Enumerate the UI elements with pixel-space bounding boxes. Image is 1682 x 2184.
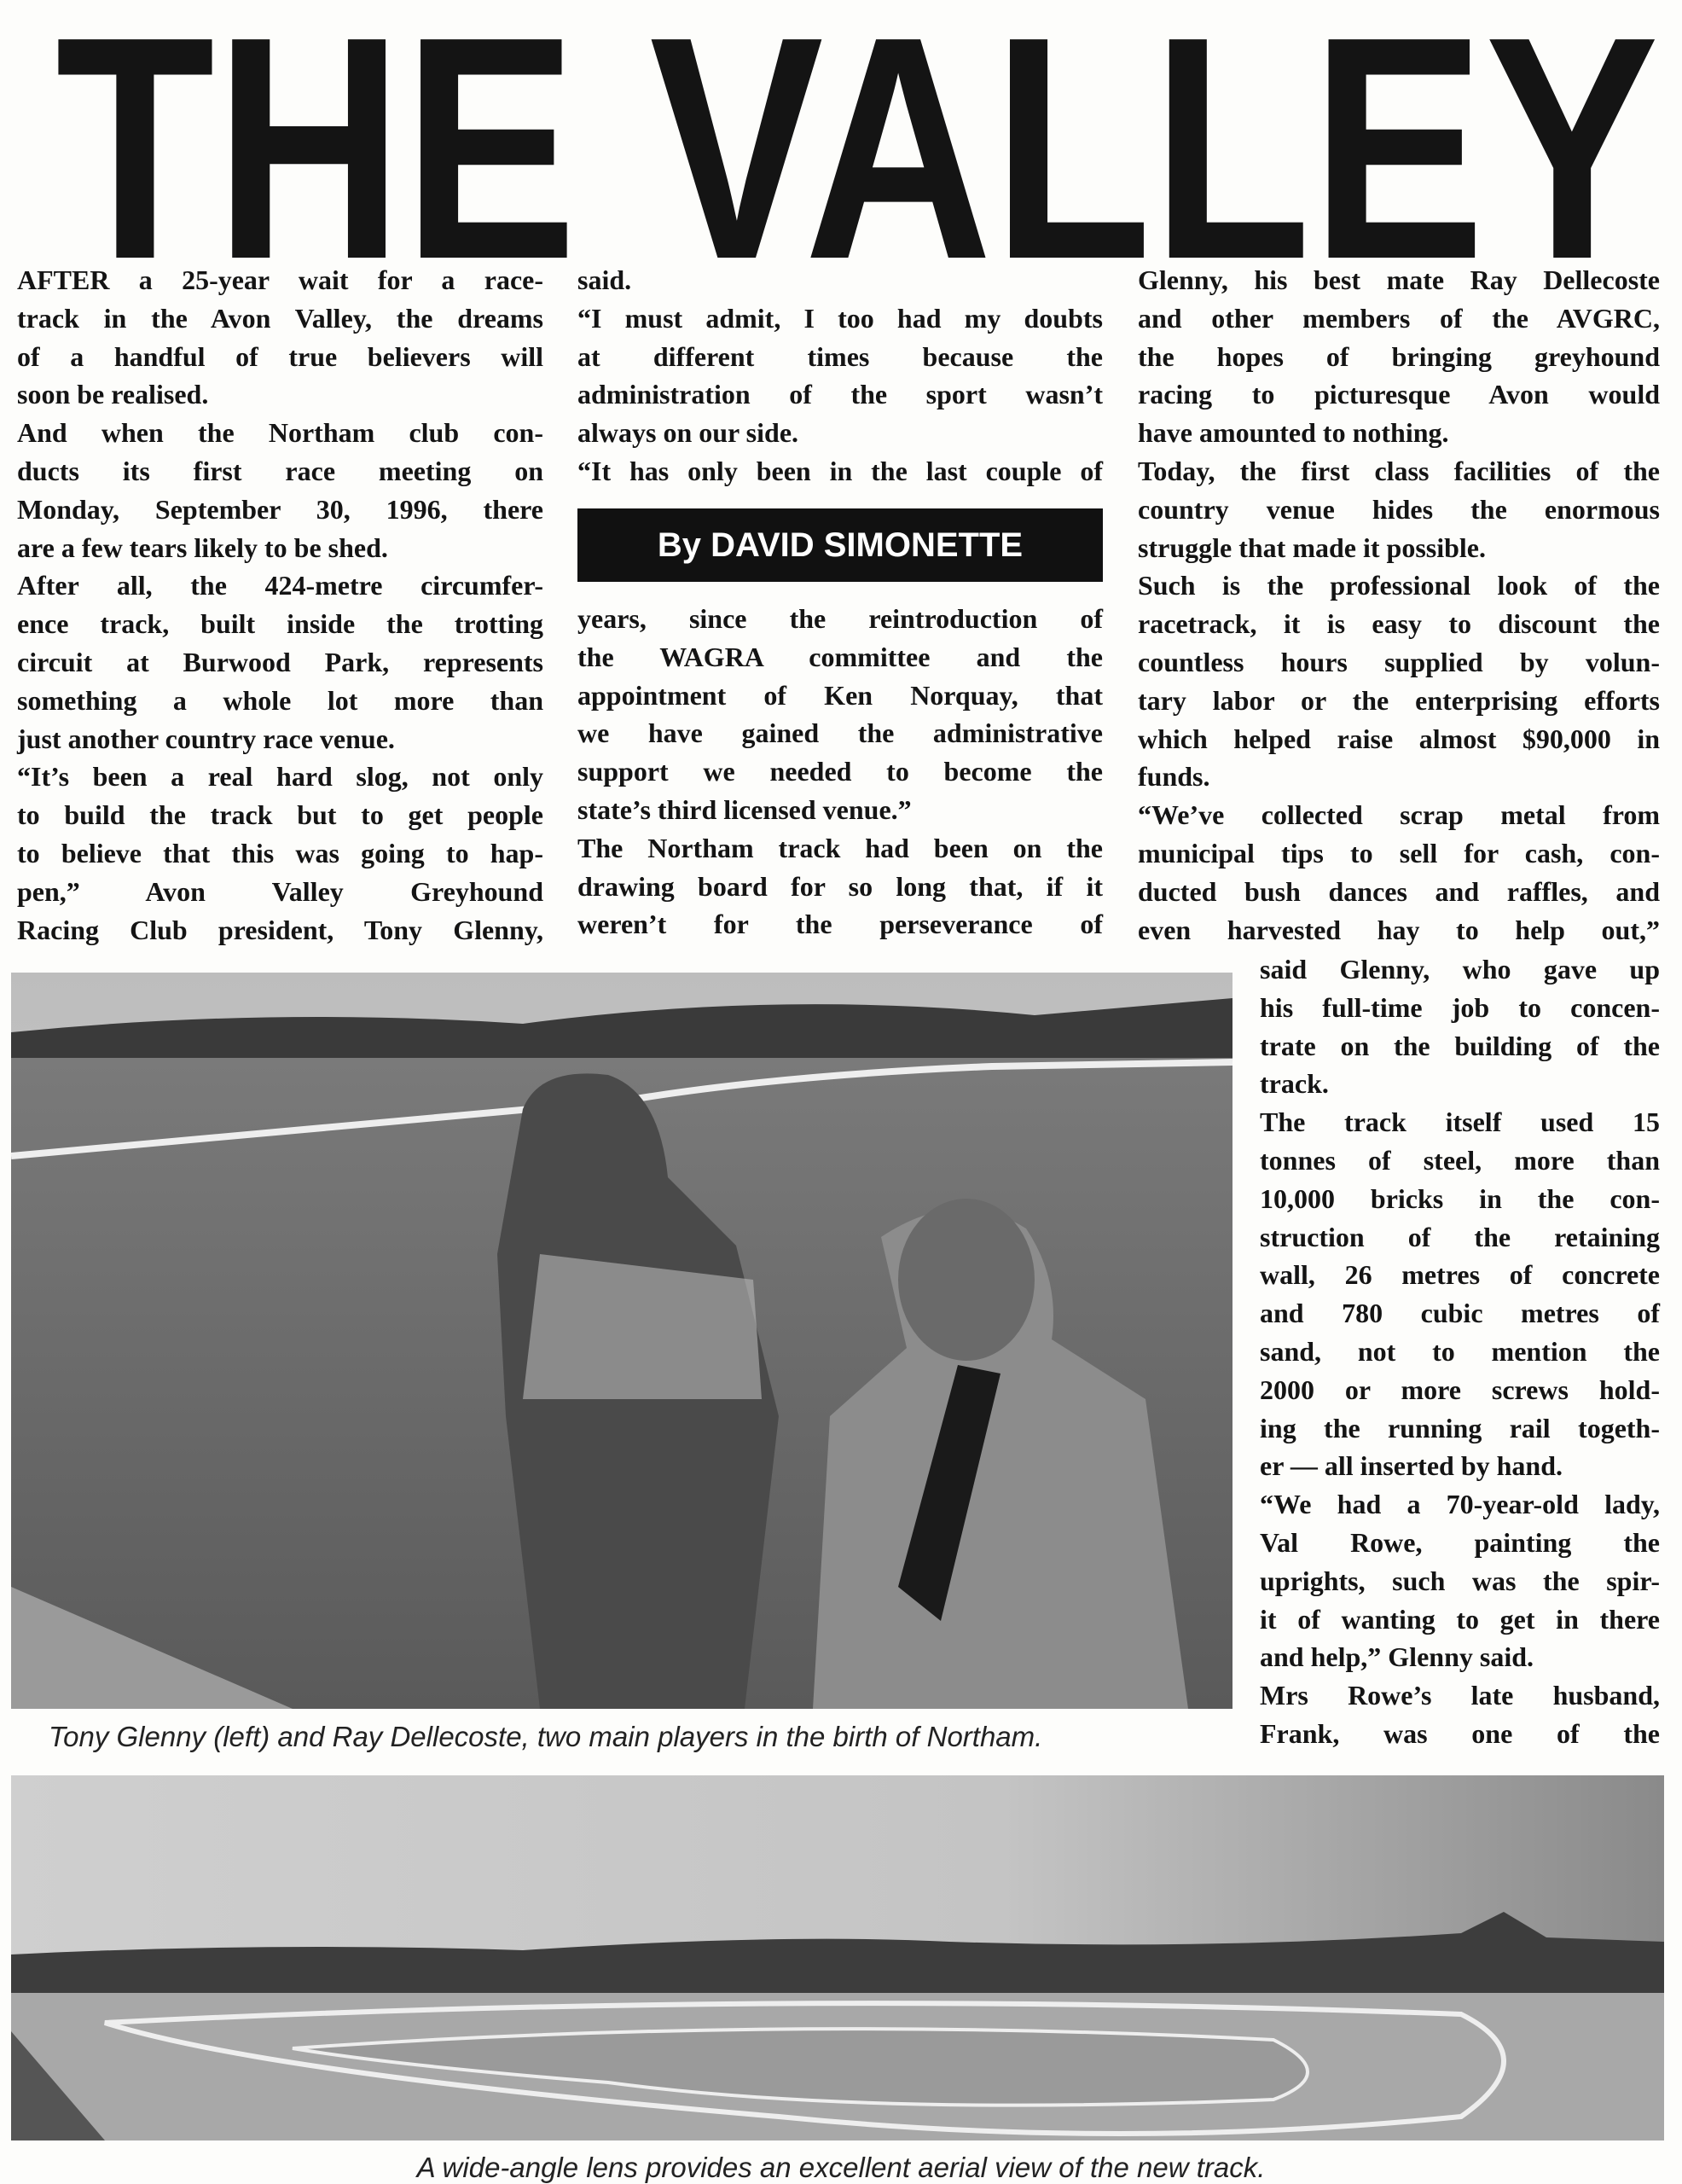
paragraph [1138,452,1660,566]
text-line: the WAGRA committee and the [577,641,1103,672]
aerial-photo [11,1775,1664,2140]
text-line: 2000 or more screws hold- [1260,1374,1660,1405]
text-line: municipal tips to sell for cash, con- [1138,837,1660,868]
text-line: racetrack, it is easy to discount the [1138,608,1660,640]
paragraph [577,299,1103,452]
text-line: weren’t for the perseverance of [577,909,1103,940]
text-line: and 780 cubic metres of [1260,1298,1660,1329]
text-line: “It has only been in the last couple of [577,455,1103,486]
paragraph [1138,261,1660,452]
text-line: ducted bush dances and raffles, and [1138,875,1660,907]
text-line: racing to picturesque Avon would [1138,379,1660,410]
text-line: The track itself used 15 [1260,1107,1660,1138]
text-line: Today, the first class facilities of the [1138,455,1660,486]
text-line: Mrs Rowe’s late husband, [1260,1680,1660,1711]
text-line: and help,” Glenny said. [1260,1641,1534,1673]
text-line: And when the Northam club con- [17,417,543,449]
text-line: soon be realised. [17,379,209,410]
headline-text: THE VALLEY [55,14,1659,259]
text-line: track in the Avon Valley, the dreams [17,302,543,334]
paragraph [577,829,1103,944]
paragraph [577,452,1103,491]
text-line: always on our side. [577,417,799,449]
portrait-photo [11,973,1232,1709]
paragraph [1260,950,1660,1103]
text-line: track. [1260,1068,1329,1100]
portrait-photo-caption: Tony Glenny (left) and Ray Dellecoste, two main players in the birth of Northam. [49,1721,1043,1752]
text-line: struggle that made it possible. [1138,531,1486,563]
text-line: state’s third licensed venue.” [577,793,912,825]
text-line: circuit at Burwood Park, represents [17,646,543,677]
text-line: support we needed to become the [577,756,1103,787]
headline [51,14,1663,259]
text-line: Frank, was one of the [1260,1717,1660,1749]
article-column-3-top [1138,261,1660,949]
text-line: Glenny, his best mate Ray Dellecoste [1138,264,1660,295]
text-line: struction of the retaining [1260,1221,1660,1252]
text-line: even harvested hay to help out,” [1138,914,1660,945]
text-line: of a handful of true believers will [17,340,543,372]
text-line: er — all inserted by hand. [1260,1450,1563,1482]
text-line: countless hours supplied by volun- [1138,646,1660,677]
text-line: and other members of the AVGRC, [1138,302,1660,334]
text-line: years, since the reintroduction of [577,603,1103,634]
text-line: we have gained the administrative [577,717,1103,749]
text-line: drawing board for so long that, if it [577,870,1103,902]
paragraph [17,414,543,566]
text-line: have amounted to nothing. [1138,417,1449,449]
text-line: 10,000 bricks in the con- [1260,1182,1660,1214]
text-line: the hopes of bringing greyhound [1138,340,1660,372]
paragraph [577,261,1103,299]
text-line: Racing Club president, Tony Glenny, [17,914,543,945]
aerial-photo-image [11,1775,1664,2140]
aerial-photo-caption: A wide-angle lens provides an excellent aerial view of the new track. [416,2152,1266,2183]
text-line: said Glenny, who gave up [1260,954,1660,985]
portrait-photo-image [11,973,1232,1709]
text-line: to build the track but to get people [17,799,543,831]
text-line: administration of the sport wasn’t [577,379,1103,410]
text-line: which helped raise almost $90,000 in [1138,723,1660,754]
text-line: are a few tears likely to be shed. [17,531,388,563]
text-line: just another country race venue. [17,723,395,754]
paragraph [1260,1485,1660,1676]
text-line: wall, 26 metres of concrete [1260,1259,1660,1291]
text-line: said. [577,264,632,295]
paragraph [1260,1676,1660,1753]
text-line: Such is the professional look of the [1138,570,1660,601]
text-line: to believe that this was going to hap- [17,837,543,868]
article-column-2-top [577,261,1103,491]
article-column-3-bottom [1260,950,1660,1753]
text-line: at different times because the [577,340,1103,372]
byline [577,508,1103,582]
paragraph [1260,1103,1660,1485]
article-column-1 [17,261,543,949]
paragraph [1138,796,1660,949]
text-line: funds. [1138,761,1210,793]
text-line: “We had a 70-year-old lady, [1260,1489,1660,1520]
paragraph [1138,566,1660,796]
paragraph [17,758,543,949]
paragraph [17,261,543,414]
text-line: “I must admit, I too had my doubts [577,302,1103,334]
text-line: The Northam track had been on the [577,832,1103,863]
text-line: AFTER a 25-year wait for a race- [17,264,543,295]
text-line: ence track, built inside the trotting [17,608,543,640]
text-line: pen,” Avon Valley Greyhound [17,875,543,907]
text-line: Monday, September 30, 1996, there [17,493,543,525]
text-line: trate on the building of the [1260,1030,1660,1061]
text-line: country venue hides the enormous [1138,493,1660,525]
text-line: his full-time job to concen- [1260,991,1660,1023]
text-line: tary labor or the enterprising efforts [1138,684,1660,716]
text-line: sand, not to mention the [1260,1335,1660,1367]
text-line: something a whole lot more than [17,684,543,716]
text-line: Val Rowe, painting the [1260,1526,1660,1558]
text-line: ducts its first race meeting on [17,455,543,486]
text-line: appointment of Ken Norquay, that [577,679,1103,711]
text-line: “It’s been a real hard slog, not only [17,761,543,793]
text-line: tonnes of steel, more than [1260,1144,1660,1176]
paragraph [577,600,1103,829]
text-line: ing the running rail togeth- [1260,1412,1660,1443]
article-column-2-bottom [577,600,1103,944]
paragraph [17,566,543,758]
text-line: uprights, such was the spir- [1260,1565,1660,1596]
text-line: it of wanting to get in there [1260,1603,1660,1635]
byline-text: By DAVID SIMONETTE [657,526,1024,564]
text-line: After all, the 424-metre circumfer- [17,570,543,601]
text-line: “We’ve collected scrap metal from [1138,799,1660,831]
